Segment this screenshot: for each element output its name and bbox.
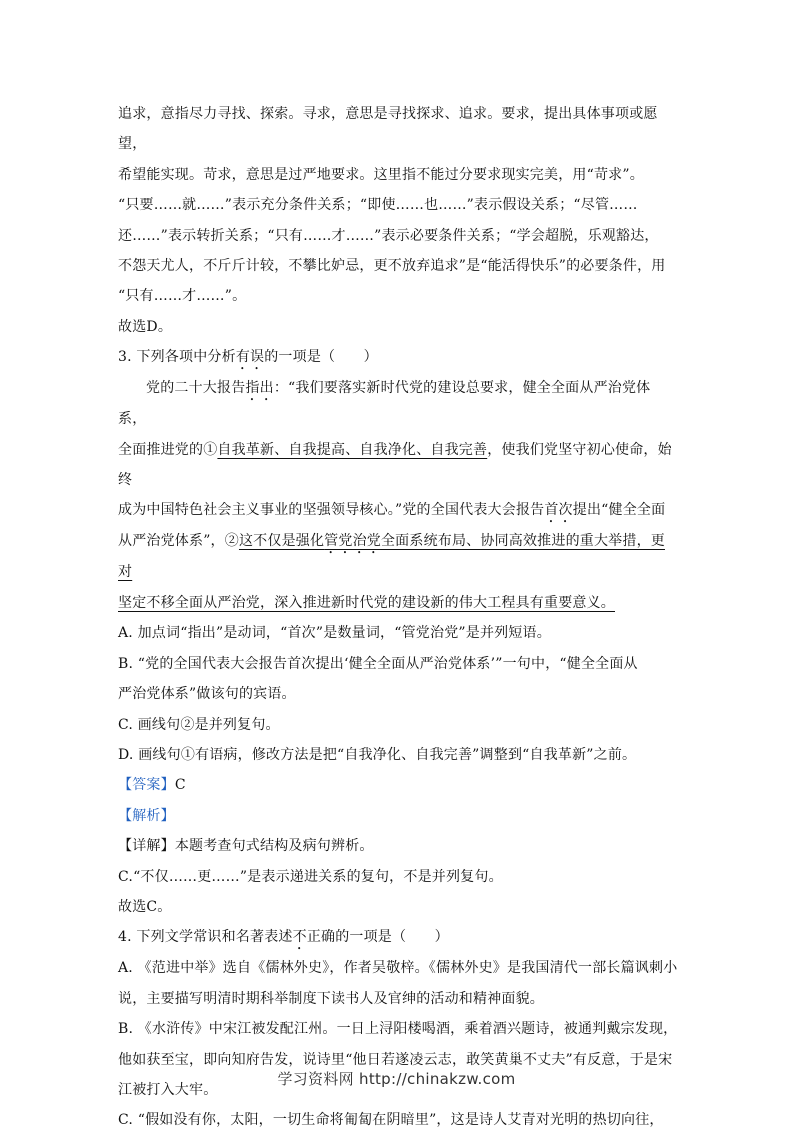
detail-tag: 【详解】	[118, 838, 175, 855]
dotted-word: 首次	[544, 502, 573, 519]
passage-line	[118, 588, 678, 618]
text-line: 还……”表示转折关系；“只有……才……”表示必要条件关系；“学会超脱，乐观豁达，	[118, 227, 659, 244]
underlined-sentence-2-cont: 坚定不移全面从严治党，深入推进新时代党的建设新的伟大工程具有重要意义。	[118, 594, 615, 611]
option-c: C. 画线句②是并列复句。	[118, 716, 280, 733]
option-b-cont: 他如获至宝，即向知府告发，说诗里“他日若遂凌云志，敢笑黄巢不丈夫”有反意，于是宋	[118, 1051, 673, 1068]
passage-line: 从严治党体系”，②这不仅是强化管党治党全面系统布局、协同高效推进的重大举措，更对	[118, 533, 665, 581]
passage-line: 党的二十大报告指出：“我们要落实新时代党的建设总要求，健全全面从严治党体系，	[118, 380, 651, 428]
option-b-cont: 江被打入大牢。	[118, 1081, 218, 1098]
dotted-word: 不	[292, 929, 307, 946]
detail-line: 【详解】本题考查句式结构及病句辨析。	[118, 838, 374, 855]
text-line: 追求，意指尽力寻找、探索。寻求，意思是寻找探求、追求。要求，提出具体事项或愿望，	[118, 106, 658, 153]
underlined-sentence-1: 自我革新、自我提高、自我净化、自我完善	[217, 441, 488, 458]
answer-tag: 【答案】	[118, 777, 175, 794]
passage-line: 成为中国特色社会主义事业的坚强领导核心。”党的全国代表大会报告首次提出“健全全面	[118, 502, 666, 519]
question-4-stem: 4. 下列文学常识和名著表述不正确的一项是（ ）	[118, 929, 449, 946]
text-line: C.“不仅……更……”是表示递进关系的复句，不是并列复句。	[118, 868, 503, 885]
dotted-word: 管党治党	[324, 533, 381, 550]
analysis-line	[118, 801, 678, 831]
answer-line	[118, 770, 678, 800]
text-line: “只要……就……”表示充分条件关系；“即使……也……”表示假设关系；“尽管……	[118, 197, 638, 214]
option-a: A. 加点词“指出”是动词，“首次”是数量词，“管党治党”是并列短语。	[118, 625, 551, 642]
question-3-stem: 3. 下列各项中分析有误的一项是（ ）	[118, 349, 378, 366]
underlined-sentence-2: 这不仅是强化管党治党全面系统布局、协同高效推进的重大举措，更对	[118, 533, 665, 581]
text-line: 故选D。	[118, 318, 173, 335]
text-line: 故选C。	[118, 898, 172, 915]
option-d: D. 画线句①有语病，修改方法是把“自我净化、自我完善”调整到“自我革新”之前。	[118, 746, 637, 763]
passage-line: 全面推进党的①自我革新、自我提高、自我净化、自我完善，使我们党坚守初心使命，始终	[118, 441, 672, 489]
option-b-cont: 严治党体系”做该句的宾语。	[118, 686, 296, 703]
text-line: 希望能实现。苛求，意思是过严地要求。这里指不能过分要求现实完美，用“苛求”。	[118, 166, 644, 183]
option-c: C. “假如没有你，太阳，一切生命将匍匐在阴暗里”，这是诗人艾青对光明的热切向往，	[118, 1112, 664, 1129]
option-a: A. 《范进中举》选自《儒林外史》，作者吴敬梓。《儒林外史》是我国清代一部长篇讽刺小	[118, 960, 678, 977]
option-b: B. “党的全国代表大会报告首次提出‘健全全面从严治党体系’”一句中，“健全全面从	[118, 655, 638, 672]
analysis-tag: 【解析】	[118, 807, 175, 824]
dotted-word: 有误	[235, 349, 265, 366]
footer-watermark: 学习资料网 http://chinakzw.com	[277, 1070, 516, 1088]
text-line: “只有……才……”。	[118, 288, 247, 305]
option-a-cont: 说，主要描写明清时期科举制度下读书人及官绅的活动和精神面貌。	[118, 990, 544, 1007]
dotted-word: 指出	[245, 380, 274, 397]
text-line: 不怨天尤人，不斤斤计较，不攀比妒忌，更不放弃追求”是“能活得快乐”的必要条件，用	[118, 258, 666, 275]
document-body	[118, 99, 678, 1136]
option-b: B. 《水浒传》中宋江被发配江州。一日上浔阳楼喝酒，乘着酒兴题诗，被通判戴宗发现，	[118, 1021, 678, 1038]
answer-value: C	[174, 777, 186, 794]
